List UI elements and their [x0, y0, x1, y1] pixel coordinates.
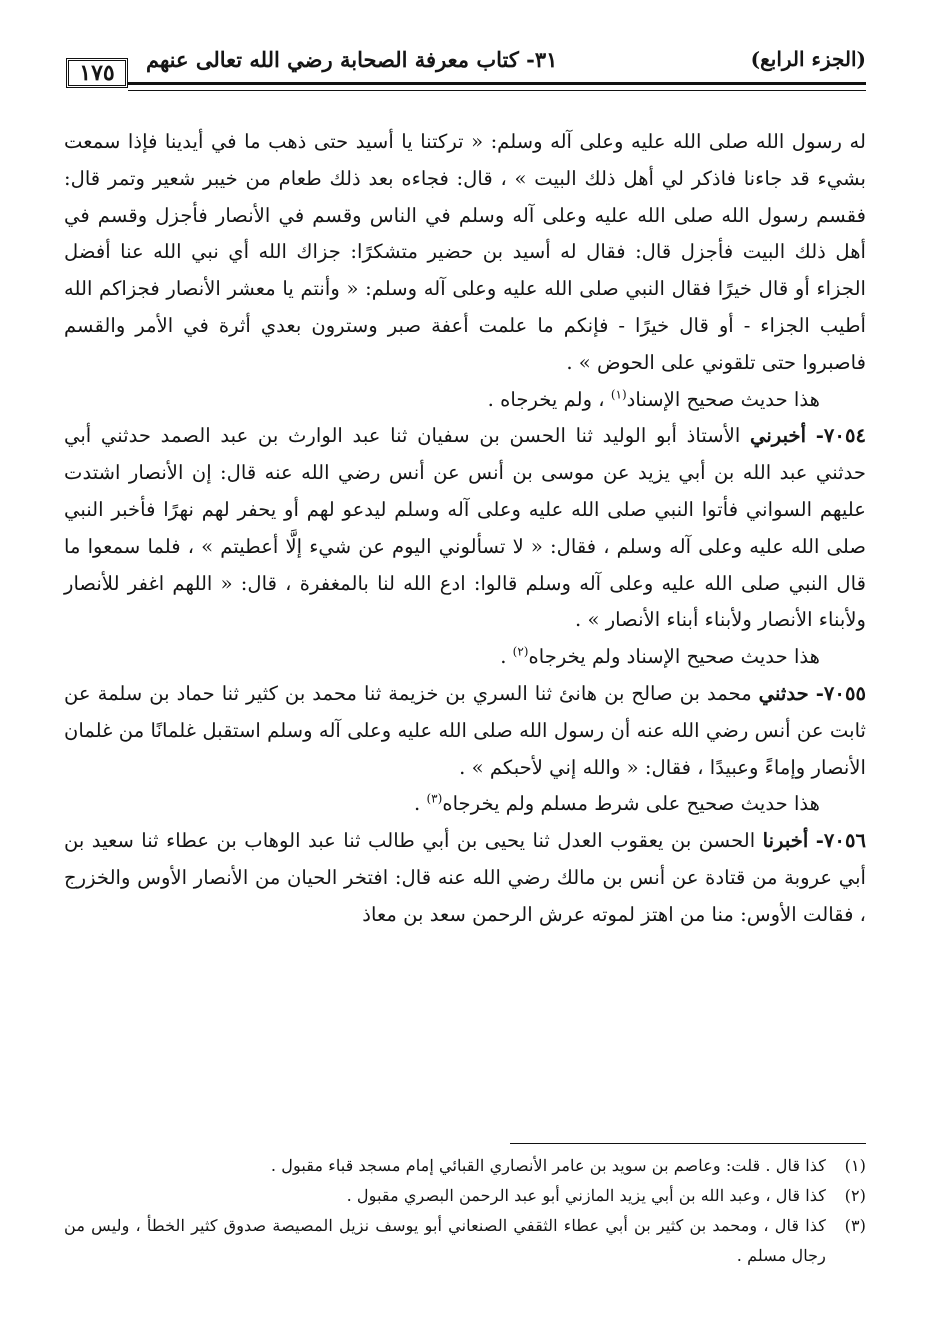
running-title	[146, 42, 866, 76]
hadith-7054	[64, 418, 866, 639]
hadith-text: الأستاذ أبو الوليد ثنا الحسن بن سفيان ثنا عبد الوارث بن عبد الصمد حدثني أبي حدثني عبد الله بن أبي يزيد عن موسى بن أنس عن أنس رضي الله عنه قال: إن الأنصار اشتدت عليهم السواني فأتوا النبي صلى الله عليه وعلى آله وسلم ليدعو لهم أو يحفر لهم نهرًا فأخبر النبي صلى الله عليه وعلى آله وسلم ، فقال: « لا تسألوني اليوم عن شيء إلَّا أعطيتم » ، فلما سمعوا ما قال النبي صلى الله عليه وعلى آله وسلم قالوا: ادع الله لنا بالمغفرة ، قال: « اللهم اغفر للأنصار ولأبناء الأنصار ولأبناء أبناء الأنصار » .	[64, 424, 866, 632]
grade-note-2	[64, 639, 866, 676]
footnote-ref-2: (٢)	[512, 644, 529, 659]
page-number: ١٧٥	[66, 58, 128, 88]
footnote-mark: (٣)	[844, 1216, 866, 1235]
footnote-text: كذا قال ، وعبد الله بن أبي يزيد المازني أبو عبد الرحمن البصري مقبول .	[346, 1186, 826, 1205]
grade-note-1	[64, 382, 866, 419]
hadith-7055	[64, 676, 866, 786]
footnote-text: كذا قال ، ومحمد بن كثير بن أبي عطاء الثقفي الصنعاني أبو يوسف نزيل المصيصة صدوق كثير الخطأ ، وليس من رجال مسلم .	[64, 1216, 826, 1265]
grade-text: .	[414, 792, 427, 816]
grade-text: .	[500, 645, 513, 669]
footnote-mark: (١)	[844, 1156, 866, 1175]
hadith-7056	[64, 823, 866, 933]
paragraph-continuation: له رسول الله صلى الله عليه وعلى آله وسلم: « تركتنا يا أسيد حتى ذهب ما في أيدينا فإذا سمعت بشيء قد جاءنا فاذكر لي أهل ذلك البيت » ، قال: فجاءه بعد ذلك طعام من خيبر شعير وتمر قال: فقسم رسول الله صلى الله عليه وعلى آله وسلم في الناس وقسم في الأنصار فأجزل وقسم في أهل ذلك البيت فأجزل قال: فقال له أسيد بن حضير متشكرًا: جزاك الله أي نبي الله عنا أفضل الجزاء أو قال خيرًا فقال النبي صلى الله عليه وعلى آله وسلم: « وأنتم يا معشر الأنصار فجزاكم الله أطيب الجزاء - أو قال خيرًا - فإنكم ما علمت أعفة صبر وسترون بعدي أثرة في الأمر والقسم فاصبروا حتى تلقوني على الحوض » .	[64, 130, 866, 374]
footnote-2	[64, 1181, 866, 1211]
hadith-lead-word: أخبرني	[750, 424, 807, 448]
footnote-mark: (٢)	[844, 1186, 866, 1205]
hadith-number: ٧٠٥٥-	[815, 681, 866, 705]
hadith-lead-word: حدثني	[758, 681, 809, 705]
footnote-3	[64, 1211, 866, 1271]
main-text	[64, 124, 866, 934]
page-header	[62, 38, 866, 98]
footnote-ref-1: (١)	[610, 387, 627, 402]
footnote-separator	[510, 1143, 866, 1144]
footnotes	[64, 1151, 866, 1271]
footnote-ref-3: (٣)	[426, 791, 443, 806]
book-title: ٣١- كتاب معرفة الصحابة رضي الله تعالى عنهم	[146, 46, 558, 72]
grade-text: هذا حديث صحيح على شرط مسلم ولم يخرجاه	[442, 792, 820, 816]
hadith-lead-word: أخبرنا	[762, 829, 809, 853]
grade-text: هذا حديث صحيح الإسناد	[626, 387, 820, 411]
grade-text: هذا حديث صحيح الإسناد ولم يخرجاه	[528, 645, 820, 669]
grade-note-3	[64, 786, 866, 823]
footnote-1	[64, 1151, 866, 1181]
part-label: (الجزء الرابع)	[750, 47, 866, 71]
grade-text: ، ولم يخرجاه .	[487, 387, 611, 411]
hadith-text: محمد بن صالح بن هانئ ثنا السري بن خزيمة ثنا محمد بن كثير ثنا حماد بن سلمة عن ثابت عن أنس رضي الله عنه أن رسول الله صلى الله عليه وعلى آله وسلم استقبل غلمانًا من غلمان الأنصار وإماءً وعبيدًا ، فقال: « والله إني لأحبكم » .	[64, 681, 866, 779]
hadith-number: ٧٠٥٦-	[815, 829, 866, 853]
hadith-text: الحسن بن يعقوب العدل ثنا يحيى بن أبي طالب ثنا عبد الوهاب بن عطاء ثنا سعيد بن أبي عروبة من قتادة عن أنس بن مالك رضي الله عنه قال: افتخر الحيان من الأنصار الأوس والخزرج ، فقالت الأوس: منا من اهتز لموته عرش الرحمن سعد بن معاذ	[64, 829, 866, 926]
hadith-number: ٧٠٥٤-	[815, 424, 867, 448]
header-rule	[128, 82, 866, 91]
footnote-text: كذا قال . قلت: وعاصم بن سويد بن عامر الأنصاري القبائي إمام مسجد قباء مقبول .	[270, 1156, 826, 1175]
